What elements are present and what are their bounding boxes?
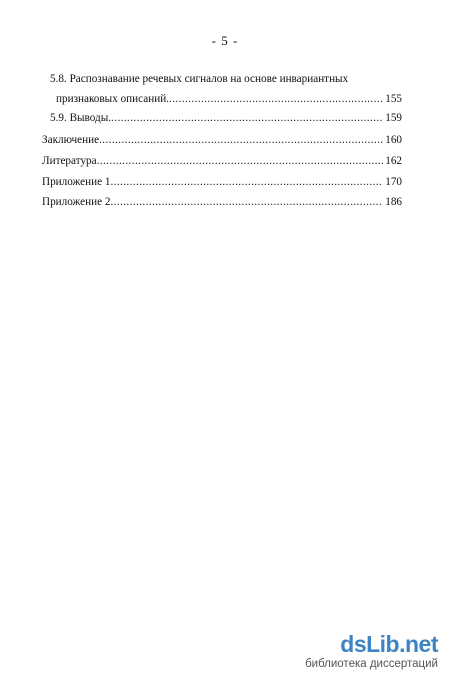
toc-entry-appendix-2[interactable] xyxy=(42,194,402,210)
toc-entry-title: Литература xyxy=(42,155,97,167)
toc-leader-dots xyxy=(111,110,383,126)
toc-entry-title: 5.9. Выводы. xyxy=(50,112,112,124)
watermark-subtitle: библиотека диссертаций xyxy=(305,658,438,670)
watermark xyxy=(305,632,438,671)
toc-leader-dots xyxy=(169,91,383,107)
toc-entry-title: Приложение 1 xyxy=(42,176,111,188)
toc-leader-dots xyxy=(99,132,383,148)
toc-entry-page: 155 xyxy=(385,93,402,105)
toc-entry-5-8[interactable] xyxy=(56,91,402,107)
toc-entry-page: 170 xyxy=(385,176,402,188)
toc-entry-page: 159 xyxy=(385,112,402,124)
toc-entry-title: Приложение 2 xyxy=(42,196,111,208)
page-number: - 5 - xyxy=(211,33,239,48)
toc-entry-conclusion[interactable] xyxy=(42,132,402,148)
watermark-logo: dsLib.net xyxy=(340,631,438,657)
toc-entry-title: Заключение xyxy=(42,134,100,146)
toc-entry-title: признаковых описаний. xyxy=(56,93,169,105)
toc-entry-5-8-line1: 5.8. Распознавание речевых сигналов на основе инвариантных xyxy=(50,73,349,85)
toc-leader-dots xyxy=(110,194,383,210)
toc-entry-5-9[interactable] xyxy=(50,110,402,126)
toc-leader-dots xyxy=(110,174,383,190)
toc-entry-appendix-1[interactable] xyxy=(42,174,402,190)
toc-entry-page: 186 xyxy=(385,196,402,208)
toc-leader-dots xyxy=(97,153,384,169)
toc-entry-page: 162 xyxy=(385,155,402,167)
toc-entry-literature[interactable] xyxy=(42,153,402,169)
toc-entry-page: 160 xyxy=(385,134,402,146)
